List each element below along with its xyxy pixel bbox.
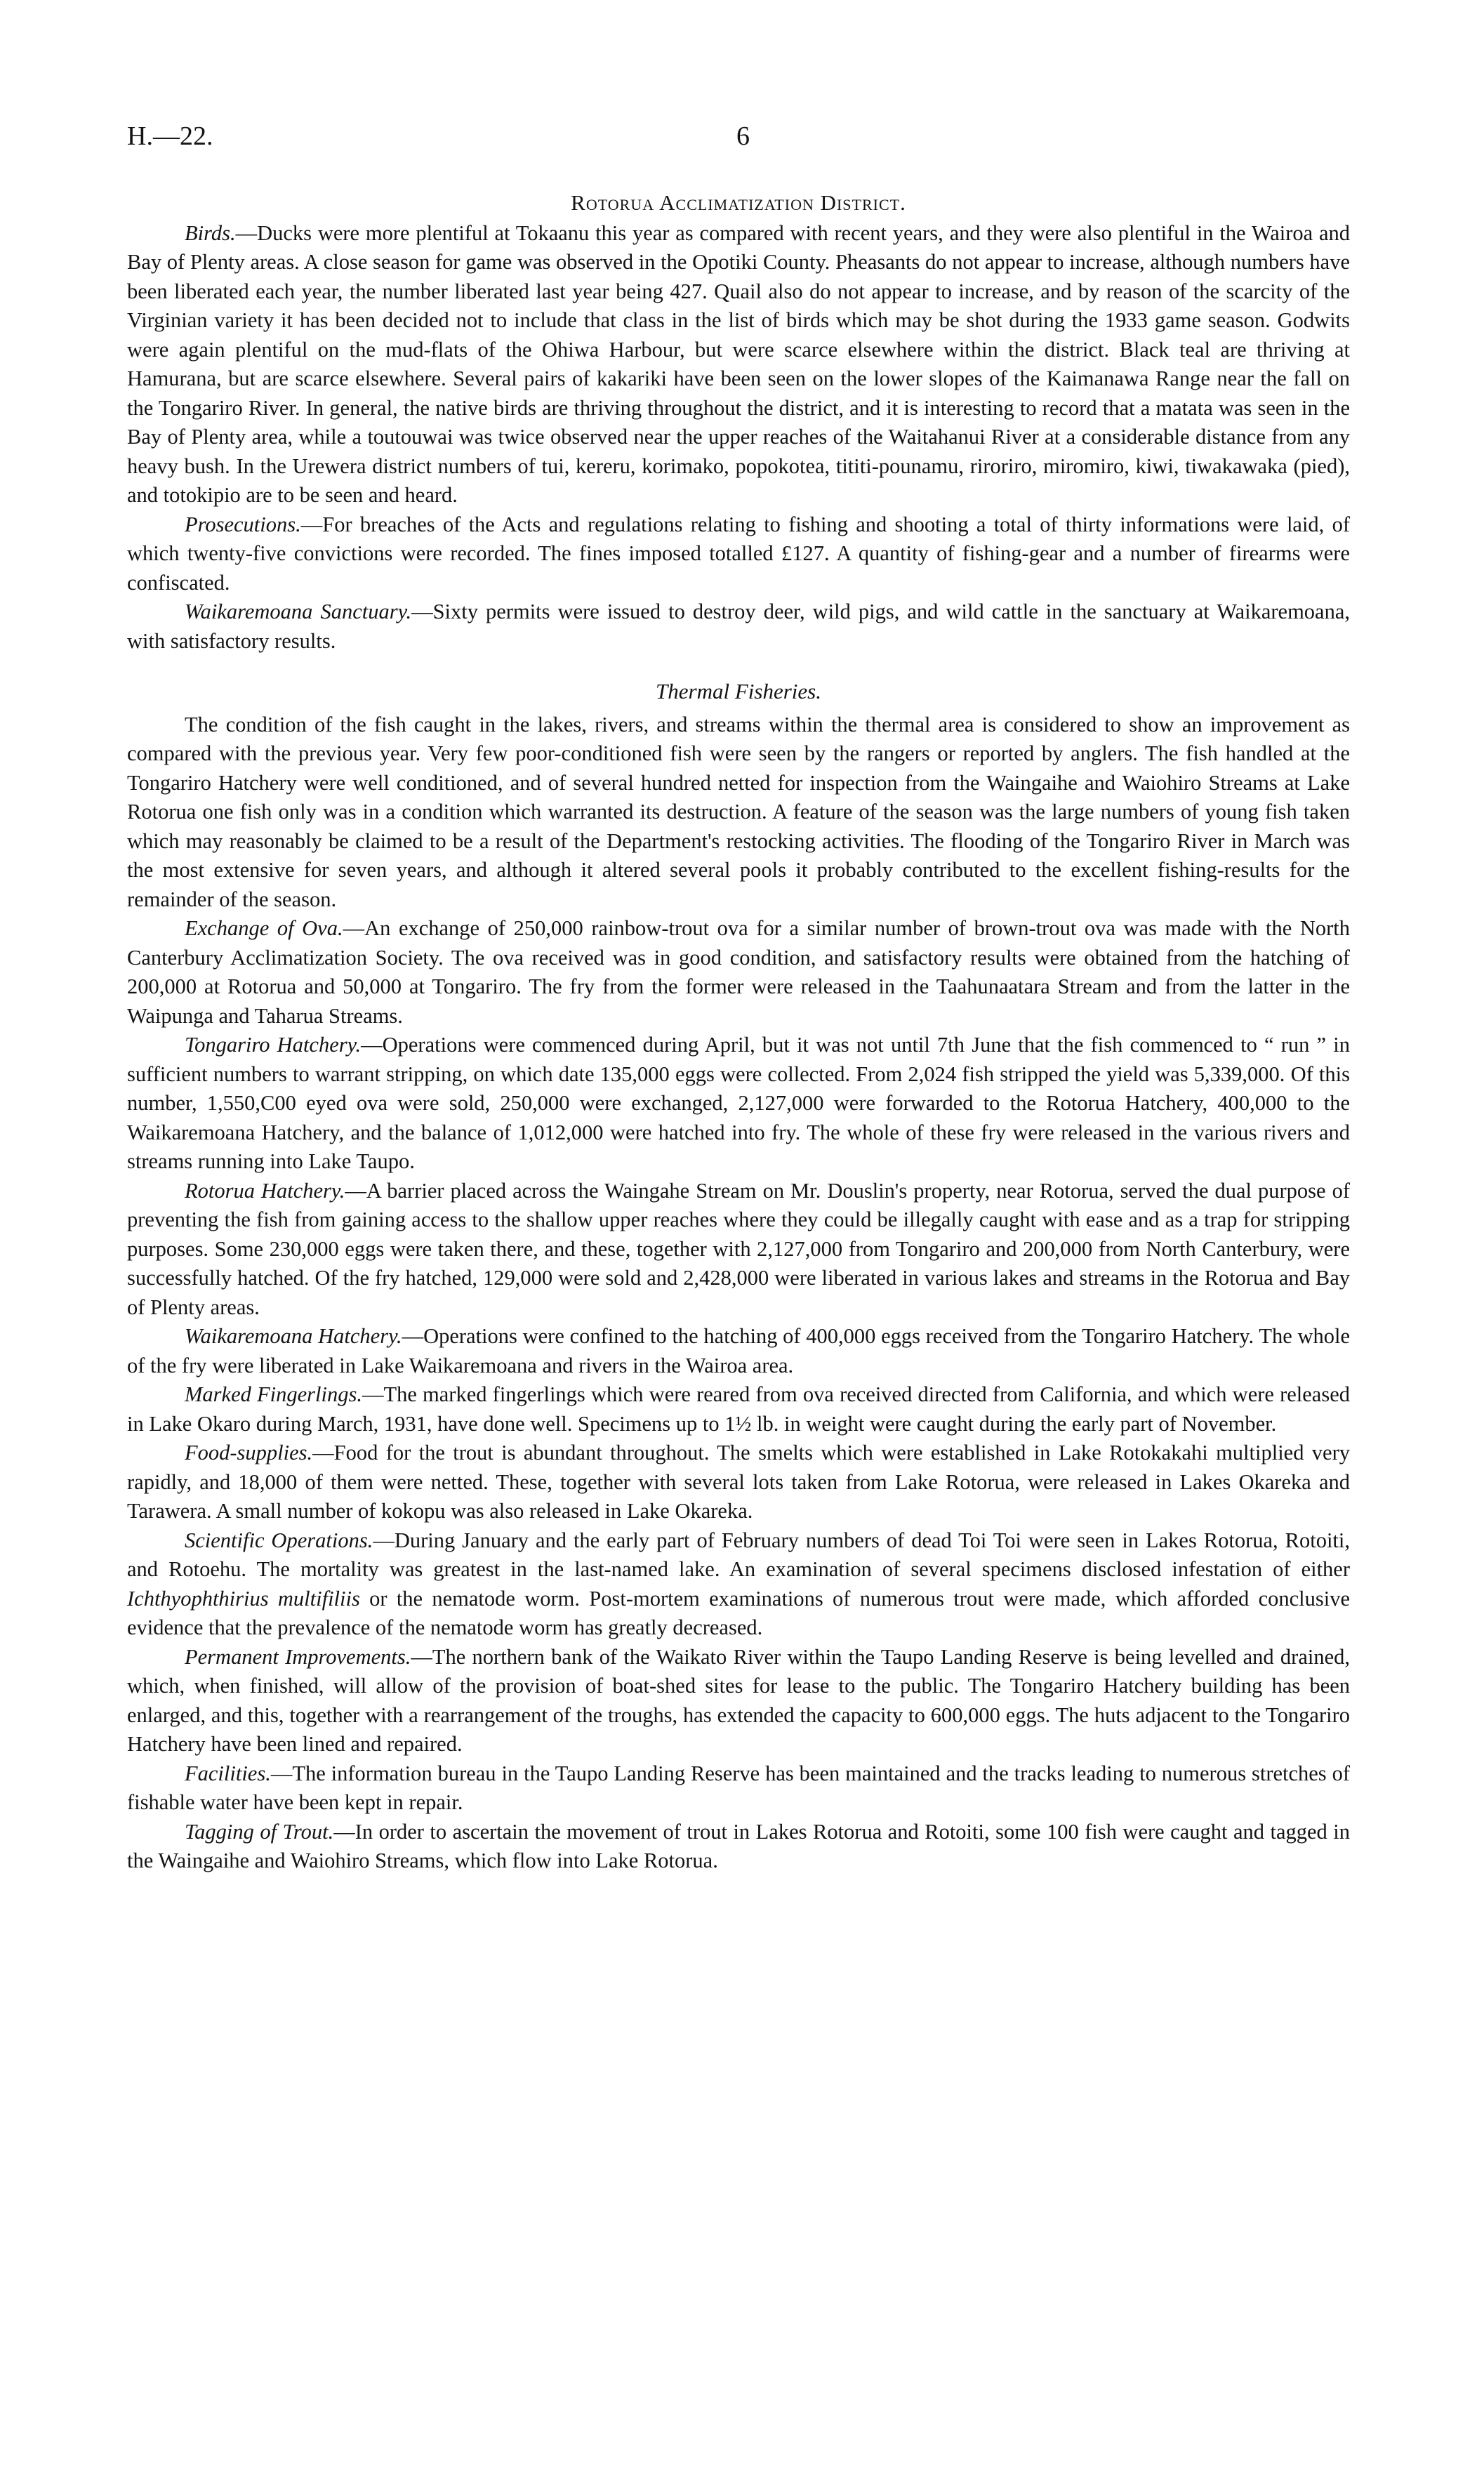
paragraph-scientific-operations bbox=[127, 1526, 1350, 1643]
paragraph-lead: Food-supplies. bbox=[185, 1441, 313, 1465]
paragraph-birds bbox=[127, 219, 1350, 510]
paragraph-text: —The northern bank of the Waikato River within the Taupo Landing Reserve is being levelled and drained, which, when finished, will allow of the provision of boat-shed sites for lease to the public. The Tongariro Hatchery building has been enlarged, and this, together with a rearrangement of the troughs, has extended the capacity to 600,000 eggs. The huts adjacent to the Tongariro Hatchery have been lined and repaired. bbox=[127, 1644, 1350, 1756]
paragraph-food-supplies bbox=[127, 1439, 1350, 1526]
paragraph-lead: Exchange of Ova. bbox=[185, 916, 343, 940]
page-body bbox=[127, 188, 1350, 1876]
paragraph-text: —The marked fingerlings which were reared from ova received directed from California, and which were released in Lake Okaro during March, 1931, have done well. Specimens up to 1½ lb. in weight were caught during the early part of November. bbox=[127, 1382, 1350, 1436]
paragraph-text: —An exchange of 250,000 rainbow-trout ova for a similar number of brown-trout ova was made with the North Canterbury Acclimatization Society. The ova received was in good condition, and satisfactory results were obtained from the hatching of 200,000 at Rotorua and 50,000 at Tongariro. The fry from the former were released in the Taahunaatara Stream and from the latter in the Waipunga and Taharua Streams. bbox=[127, 916, 1350, 1028]
paragraph-text: —Ducks were more plentiful at Tokaanu this year as compared with recent years, and they were also plentiful in the Wairoa and Bay of Plenty areas. A close season for game was observed in the Opotiki County. Pheasants do not appear to increase, although numbers have been liberated each year, the number liberated last year being 427. Quail also do not appear to increase, and by reason of the scarcity of the Virginian variety it has been decided not to include that class in the list of birds which may be shot during the 1933 game season. Godwits were again plentiful on the mud-flats of the Ohiwa Harbour, but were scarce elsewhere within the district. Black teal are thriving at Hamurana, but are scarce elsewhere. Several pairs of kakariki have been seen on the lower slopes of the Kaimanawa Range near the fall on the Tongariro River. In general, the native birds are thriving throughout the district, and it is interesting to record that a matata was seen in the Bay of Plenty area, while a toutouwai was twice observed near the upper reaches of the Waitahanui River at a considerable distance from any heavy bush. In the Urewera district numbers of tui, kereru, korimako, popokotea, tititi-pounamu, riroriro, miromiro, kiwi, tiwakawaka (pied), and totokipio are to be seen and heard. bbox=[127, 220, 1350, 507]
paragraph-text: —Operations were commenced during April, but it was not until 7th June that the fish commenced to “ run ” in sufficient numbers to warrant stripping, on which date 135,000 eggs were collected. From 2,024 fish stripped the yield was 5,339,000. Of this number, 1,550,C00 eyed ova were sold, 250,000 were exchanged, 2,127,000 were forwarded to the Rotorua Hatchery, 400,000 to the Waikaremoana Hatchery, and the balance of 1,012,000 were hatched into fry. The whole of these fry were released in the various rivers and streams running into Lake Taupo. bbox=[127, 1033, 1350, 1173]
paragraph-text: —For breaches of the Acts and regulations relating to fishing and shooting a total of thirty informations were laid, of which twenty-five convictions were recorded. The fines imposed totalled £127. A quantity of fishing-gear and a number of firearms were confiscated. bbox=[127, 512, 1350, 595]
paragraph-lead: Permanent Improvements. bbox=[185, 1644, 411, 1669]
paragraph-lead: Scientific Operations. bbox=[185, 1528, 373, 1552]
paragraph-text: —A barrier placed across the Waingahe Stream on Mr. Douslin's property, near Rotorua, served the dual purpose of preventing the fish from gaining access to the shallow upper reaches where they could be illegally caught with ease and as a trap for stripping purposes. Some 230,000 eggs were taken there, and these, together with 2,127,000 from Tongariro and 200,000 from North Canterbury, were successfully hatched. Of the fry hatched, 129,000 were sold and 2,428,000 were liberated in various lakes and streams in the Rotorua and Bay of Plenty areas. bbox=[127, 1178, 1350, 1319]
paragraph-lead: Waikaremoana Sanctuary. bbox=[185, 600, 412, 623]
paragraph-lead: Tongariro Hatchery. bbox=[185, 1033, 362, 1057]
section-title: Rotorua Acclimatization District. bbox=[571, 190, 906, 215]
paragraph-lead: Waikaremoana Hatchery. bbox=[185, 1324, 402, 1348]
subheading-thermal-fisheries: Thermal Fisheries. bbox=[656, 679, 821, 703]
page-header bbox=[127, 121, 1350, 163]
paragraph-text: —Operations were confined to the hatching of 400,000 eggs received from the Tongariro Hatchery. The whole of the fry were liberated in Lake Waikaremoana and rivers in the Wairoa area. bbox=[127, 1324, 1350, 1377]
paragraph-facilities bbox=[127, 1759, 1350, 1818]
page-number: 6 bbox=[736, 121, 750, 151]
paragraph-lead: Birds. bbox=[185, 220, 236, 245]
paragraph-exchange-of-ova bbox=[127, 914, 1350, 1031]
paragraph-thermal-intro: The condition of the fish caught in the lakes, rivers, and streams within the thermal area is considered to show an improvement as compared with the previous year. Very few poor-conditioned fish were seen by the rangers or reported by anglers. The fish handled at the Tongariro Hatchery were well conditioned, and of several hundred netted for inspection from the Waingaihe and Waiohiro Streams at Lake Rotorua one fish only was in a condition which warranted its destruction. A feature of the season was the large numbers of young fish taken which may reasonably be claimed to be a result of the Department's restocking activities. The flooding of the Tongariro River in March was the most extensive for seven years, and although it altered several pools it probably contributed to the excellent fishing-results for the remainder of the season. bbox=[127, 712, 1350, 911]
paragraph-waikaremoana-hatchery bbox=[127, 1322, 1350, 1380]
species-name: Ichthyophthirius multifiliis bbox=[127, 1586, 360, 1611]
paragraph-text: —The information bureau in the Taupo Landing Reserve has been maintained and the tracks leading to numerous stretches of fishable water have been kept in repair. bbox=[127, 1761, 1350, 1814]
paragraph-text: —During January and the early part of February numbers of dead Toi Toi were seen in Lakes Rotorua, Rotoiti, and Rotoehu. The mortality was greatest in the last-named lake. An examination of several specimens disclosed infestation of either bbox=[127, 1528, 1350, 1581]
paragraph-prosecutions bbox=[127, 510, 1350, 598]
paragraph-tongariro-hatchery bbox=[127, 1031, 1350, 1177]
paragraph-lead: Rotorua Hatchery. bbox=[185, 1178, 345, 1203]
paragraph-marked-fingerlings bbox=[127, 1380, 1350, 1439]
paragraph-lead: Tagging of Trout. bbox=[185, 1819, 334, 1844]
paragraph-text: —Sixty permits were issued to destroy deer, wild pigs, and wild cattle in the sanctuary at Waikaremoana, with satisfactory results. bbox=[127, 600, 1351, 653]
paragraph-lead: Prosecutions. bbox=[185, 512, 301, 536]
paragraph-lead: Marked Fingerlings. bbox=[185, 1382, 362, 1406]
paragraph-text: —Food for the trout is abundant throughout. The smelts which were established in Lake Rotokakahi multiplied very rapidly, and 18,000 of them were netted. These, together with several lots taken from Lake Rotorua, were released in Lakes Okareka and Tarawera. A small number of kokopu was also released in Lake Okareka. bbox=[127, 1441, 1350, 1523]
paragraph-text: or the nematode worm. Post-mortem examinations of numerous trout were made, which afforded conclusive evidence that the prevalence of the nematode worm has greatly decreased. bbox=[127, 1586, 1350, 1639]
paragraph-rotorua-hatchery bbox=[127, 1177, 1350, 1323]
paragraph-text: —In order to ascertain the movement of trout in Lakes Rotorua and Rotoiti, some 100 fish were caught and tagged in the Waingaihe and Waiohiro Streams, which flow into Lake Rotorua. bbox=[127, 1819, 1350, 1872]
document-reference: H.—22. bbox=[127, 121, 213, 151]
paragraph-sanctuary bbox=[127, 597, 1350, 656]
paragraph-permanent-improvements bbox=[127, 1643, 1350, 1759]
paragraph-tagging-of-trout bbox=[127, 1818, 1350, 1876]
paragraph-lead: Facilities. bbox=[185, 1761, 271, 1785]
